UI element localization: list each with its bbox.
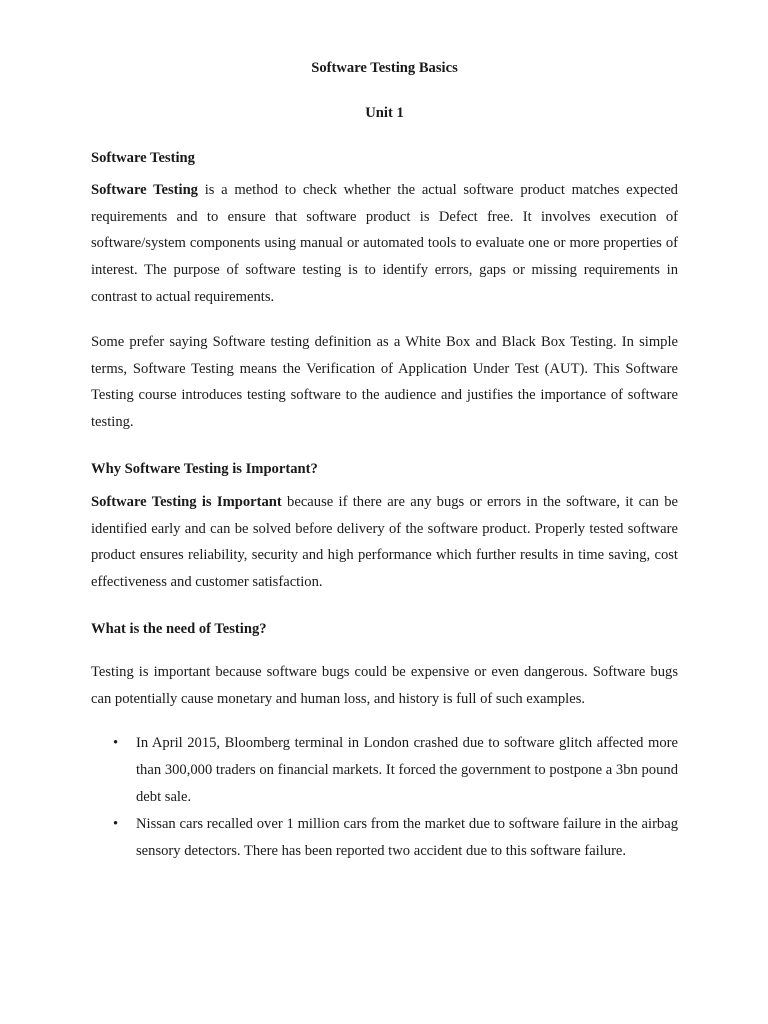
section-heading-why-important: Why Software Testing is Important?	[91, 461, 318, 477]
section-heading-software-testing: Software Testing	[91, 150, 195, 166]
bold-term: Software Testing	[91, 182, 198, 198]
bold-term: Software Testing is Important	[91, 494, 282, 510]
document-title: Software Testing Basics	[311, 60, 458, 76]
paragraph-text: because if there are any bugs or errors in the software, it can be identified early and can be solved before delivery of the software product. Properly tested software product ensures reliability, security and high performance which further results in time saving, cost effectiveness and customer satisfaction.	[91, 494, 678, 591]
list-item-text: In April 2015, Bloomberg terminal in London crashed due to software glitch affected more than 300,000 traders on financial markets. It forced the government to postpone a 3bn pound debt sale.	[136, 735, 678, 805]
paragraph-definition	[91, 177, 678, 311]
paragraph-need: Testing is important because software bugs could be expensive or even dangerous. Software bugs can potentially cause monetary and human loss, and history is full of such examples.	[91, 664, 678, 707]
unit-label: Unit 1	[365, 105, 404, 121]
section-heading-need-of-testing: What is the need of Testing?	[91, 621, 267, 637]
list-item	[91, 730, 678, 811]
examples-list	[91, 730, 678, 865]
list-item-text: Nissan cars recalled over 1 million cars from the market due to software failure in the airbag sensory detectors. There has been reported two accident due to this software failure.	[136, 816, 678, 859]
paragraph-white-black-box: Some prefer saying Software testing definition as a White Box and Black Box Testing. In simple terms, Software Testing means the Verification of Application Under Test (AUT). This Software Testing course introduces testing software to the audience and justifies the importance of software testing.	[91, 334, 678, 431]
bullet-icon: •	[113, 735, 119, 751]
paragraph-importance	[91, 489, 678, 596]
bullet-icon: •	[113, 816, 119, 832]
list-item	[91, 811, 678, 865]
paragraph-text: is a method to check whether the actual software product matches expected requirements and to ensure that software product is Defect free. It involves execution of software/system components using manual or automated tools to evaluate one or more properties of interest. The purpose of software testing is to identify errors, gaps or missing requirements in contrast to actual requirements.	[91, 182, 678, 305]
